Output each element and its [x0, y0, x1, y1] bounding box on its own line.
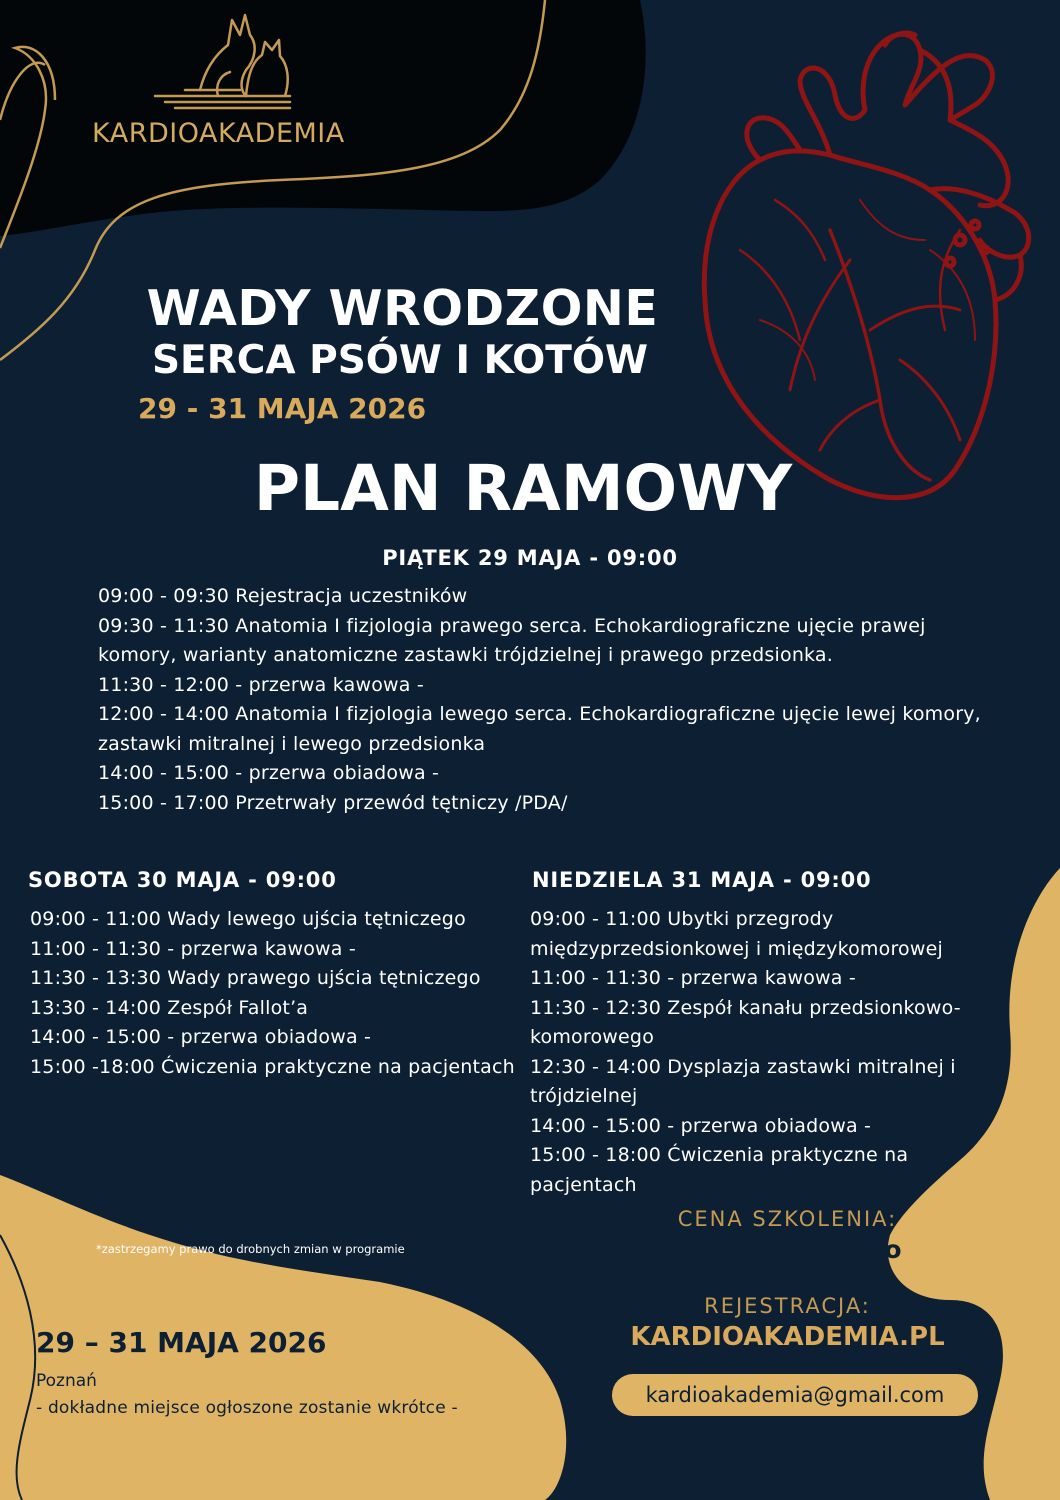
schedule-item: 11:00 - 11:30 - przerwa kawowa - [30, 937, 356, 960]
schedule-item: 09:00 - 11:00 Wady lewego ujścia tętniczego [30, 908, 466, 930]
plan-title: PLAN RAMOWY [253, 452, 793, 525]
email-link[interactable]: kardioakademia@gmail.com [612, 1374, 978, 1416]
changes-disclaimer: *zastrzegamy prawo do drobnych zmian w programie [96, 1242, 405, 1256]
schedule-item: 11:30 - 12:00 - przerwa kawowa - [98, 673, 424, 696]
schedule-item: 11:30 - 12:30 Zespół kanału przedsionkowo-komorowego [530, 996, 961, 1048]
schedule-item: 12:30 - 14:00 Dysplazja zastawki mitralnej i trójdzielnej [530, 1055, 956, 1107]
schedule-item: 14:00 - 15:00 - przerwa obiadowa - [530, 1114, 872, 1137]
heart-illustration-icon [704, 33, 1028, 498]
friday-schedule [98, 582, 998, 818]
schedule-item: 15:00 - 18:00 Ćwiczenia praktyczne na pacjentach [530, 1144, 909, 1196]
schedule-item: 09:30 - 11:30 Anatomia I fizjologia prawego serca. Echokardiograficzne ujęcie prawej komory, warianty anatomiczne zastawki trójdzielnej i prawego przedsionka. [98, 614, 926, 666]
brand-name: KARDIOAKADEMIA [92, 118, 345, 149]
saturday-heading: SOBOTA 30 MAJA - 09:00 [28, 868, 337, 892]
course-title-line1: WADY WRODZONE [146, 280, 659, 337]
footer-venue-note: - dokładne miejsce ogłoszone zostanie wkrótce - [36, 1398, 458, 1418]
schedule-item: 14:00 - 15:00 - przerwa obiadowa - [30, 1026, 372, 1048]
course-title-line2: SERCA PSÓW I KOTÓW [151, 338, 649, 383]
schedule-item: 15:00 -18:00 Ćwiczenia praktyczne na pacjentach [30, 1055, 515, 1078]
registration-label: REJESTRACJA: [704, 1294, 871, 1318]
footer-dates: 29 – 31 MAJA 2026 [36, 1326, 327, 1359]
sunday-schedule [530, 905, 1000, 1200]
schedule-item: 13:30 - 14:00 Zespół Fallot’a [30, 996, 309, 1019]
schedule-item: 09:00 - 11:00 Ubytki przegrody międzyprzedsionkowej i międzykomorowej [530, 908, 943, 960]
schedule-item: 09:00 - 09:30 Rejestracja uczestników [98, 585, 468, 607]
schedule-item: 14:00 - 15:00 - przerwa obiadowa - [98, 762, 440, 784]
price-value: 5300 PLN netto [683, 1235, 902, 1264]
saturday-schedule [30, 905, 525, 1082]
footer-city: Poznań [36, 1371, 97, 1391]
registration-website-link[interactable]: KARDIOAKADEMIA.PL [630, 1322, 945, 1352]
schedule-item: 12:00 - 14:00 Anatomia I fizjologia lewego serca. Echokardiograficzne ujęcie lewej komory, zastawki mitralnej i lewego przedsionka [98, 703, 981, 755]
schedule-item: 15:00 - 17:00 Przetrwały przewód tętniczy /PDA/ [98, 791, 568, 814]
course-dates: 29 - 31 MAJA 2026 [138, 392, 427, 425]
price-label: CENA SZKOLENIA: [677, 1207, 898, 1231]
schedule-item: 11:30 - 13:30 Wady prawego ujścia tętniczego [30, 967, 481, 989]
sunday-heading: NIEDZIELA 31 MAJA - 09:00 [532, 868, 872, 892]
friday-heading: PIĄTEK 29 MAJA - 09:00 [382, 546, 678, 570]
schedule-item: 11:00 - 11:30 - przerwa kawowa - [530, 967, 856, 989]
